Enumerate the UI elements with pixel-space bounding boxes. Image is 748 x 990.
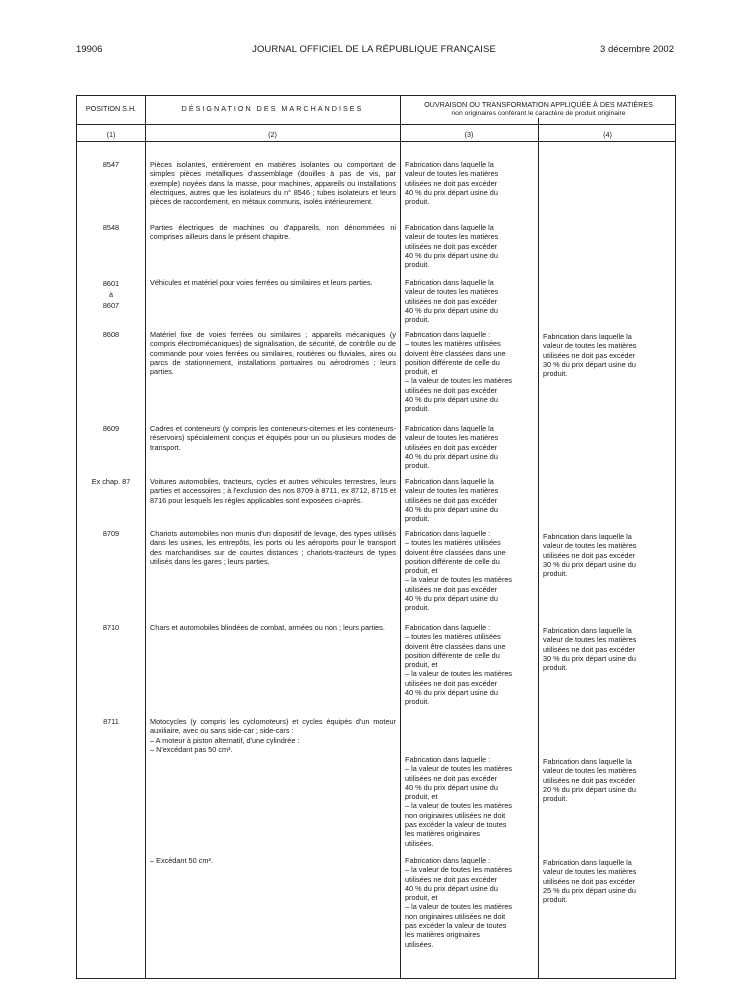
description: Pièces isolantes, entièrement en matières isolantes ou comportant de simples pièces métalliques d'assemblage (douilles à pas de vis, par exemple) noyées dans la masse, pour machines, appareils ou installations électriques, autres que les isolateurs du n° 8546 ; tubes isolateurs et leurs pièces de raccordement, en métaux communs, isolés intérieurement. [150,160,396,207]
description: – Excédant 50 cm³. [150,856,213,865]
description: Chars et automobiles blindées de combat, armées ou non ; leurs parties. [150,623,385,632]
rule-col4: Fabrication dans laquelle la valeur de toutes les matières utilisées ne doit pas excéder 30 % du prix départ usine du produit. [543,626,637,673]
description: Véhicules et matériel pour voies ferrées ou similaires et leurs parties. [150,278,373,287]
rule-col3: Fabrication dans laquelle : – toutes les matières utilisées doivent être classées dans une position différente de celle du produit, et – la valeur de toutes les matières utilisées ne doit pas excéder 40 % du prix départ usine du produit. [405,330,513,414]
column-divider [538,118,539,978]
col-number: (3) [464,130,474,139]
rule-col3: Fabrication dans laquelle la valeur de toutes les matières utilisées en doit pas excéder 40 % du prix départ usine du produit. [405,424,499,471]
rule-col3: Fabrication dans laquelle la valeur de toutes les matières utilisées ne doit pas excéder 40 % du prix départ usine du produit. [405,223,499,270]
description: Matériel fixe de voies ferrées ou similaires ; appareils mécaniques (y compris électromécaniques) de signalisation, de sécurité, de contrôle ou de commande pour voies ferrées ou similaires, routières ou fluviales, aires ou parcs de stationnement, installations portuaires ou aérodromes ; leurs parties. [150,330,396,377]
rule-col3: Fabrication dans laquelle : – la valeur de toutes les matières utilisées ne doit pas excéder 40 % du prix départ usine du produit, et – la valeur de toutes les matières non originaires utilisées ne doit pas excéder la valeur de toutes les matières originaires utilisées. [405,755,513,848]
col-number: (2) [268,130,277,139]
journal-title: JOURNAL OFFICIEL DE LA RÉPUBLIQUE FRANÇAISE [252,44,496,55]
position-code: 8711 [103,717,119,726]
col-number: (4) [603,130,612,139]
position-code: 8548 [102,223,120,232]
description: Chariots automobiles non munis d'un dispositif de levage, des types utilisés dans les usines, les entrepôts, les ports ou les aéroports pour le transport des marchandises sur de courtes distances ; chariots-tracteurs de types utilisés dans les gares ; leurs parties. [150,529,396,566]
issue-date: 3 décembre 2002 [600,44,674,55]
position-code: Ex chap. 87 [91,477,131,486]
header-divider [77,124,675,125]
col1-title: POSITION S.H. [85,104,137,113]
rule-col3: Fabrication dans laquelle : – toutes les matières utilisées doivent être classées dans une position différente de celle du produit, et – la valeur de toutes les matières utilisées ne doit pas excéder 40 % du prix départ usine du produit. [405,529,513,613]
description: Cadres et conteneurs (y compris les conteneurs-citernes et les conteneurs-réservoirs) spécialement conçus et équipés pour un ou plusieurs modes de transport. [150,424,396,452]
description: Voitures automobiles, tracteurs, cycles et autres véhicules terrestres, leurs parties et accessoires ; à l'exclusion des nos 8709 à 8711, ex 8712, 8715 et 8716 pour lesquels les règles applicables sont exposées ci-après. [150,477,396,505]
description: Parties électriques de machines ou d'appareils, non dénommées ni comprises ailleurs dans le présent chapitre. [150,223,396,242]
rule-col3: Fabrication dans laquelle la valeur de toutes les matières utilisées ne doit pas excéder 40 % du prix départ usine du produit. [405,477,499,524]
position-code: 8608 [102,330,120,339]
rule-col3: Fabrication dans laquelle : – toutes les matières utilisées doivent être classées dans une position différente de celle du produit, et – la valeur de toutes les matières utilisées ne doit pas excéder 40 % du prix départ usine du produit. [405,623,513,707]
col34-title: OUVRAISON OU TRANSFORMATION APPLIQUÉE À DES MATIÈRES [424,100,653,109]
position-code: 8710 [102,623,120,632]
rule-col3: Fabrication dans laquelle : – la valeur de toutes les matières utilisées ne doit pas excéder 40 % du prix départ usine du produit, et – la valeur de toutes les matières non originaires utilisées ne doit pas excéder la valeur de toutes les matières originaires utilisées. [405,856,513,949]
position-code: 8601 à 8607 [102,279,120,310]
position-code: 8709 [102,529,120,538]
page-number: 19906 [76,44,103,55]
column-divider [145,96,146,978]
description: Motocycles (y compris les cyclomoteurs) et cycles équipés d'un moteur auxiliaire, avec ou sans side-car ; side-cars : – A moteur à piston alternatif, d'une cylindrée : – N'excédant pas 50 cm³. [150,717,396,754]
rule-col4: Fabrication dans laquelle la valeur de toutes les matières utilisées ne doit pas excéder 30 % du prix départ usine du produit. [543,332,637,379]
rule-col3: Fabrication dans laquelle la valeur de toutes les matières utilisées ne doit pas excéder 40 % du prix départ usine du produit. [405,278,499,325]
rules-table [76,95,676,979]
position-code: 8547 [102,160,120,169]
col34-subtitle: non originaires conférant le caractère de produit originaire [451,110,626,117]
col-number: (1) [106,130,116,139]
rule-col4: Fabrication dans laquelle la valeur de toutes les matières utilisées ne doit pas excéder 30 % du prix départ usine du produit. [543,532,637,579]
position-code: 8609 [102,424,120,433]
rule-col4: Fabrication dans laquelle la valeur de toutes les matières utilisées ne doit pas excéder 20 % du prix départ usine du produit. [543,757,637,804]
column-divider [400,96,401,978]
rule-col4: Fabrication dans laquelle la valeur de toutes les matières utilisées ne doit pas excéder 25 % du prix départ usine du produit. [543,858,637,905]
col2-title: DÉSIGNATION DES MARCHANDISES [181,104,364,113]
rule-col3: Fabrication dans laquelle la valeur de toutes les matières utilisées ne doit pas excéder 40 % du prix départ usine du produit. [405,160,499,207]
header-divider [77,141,675,142]
